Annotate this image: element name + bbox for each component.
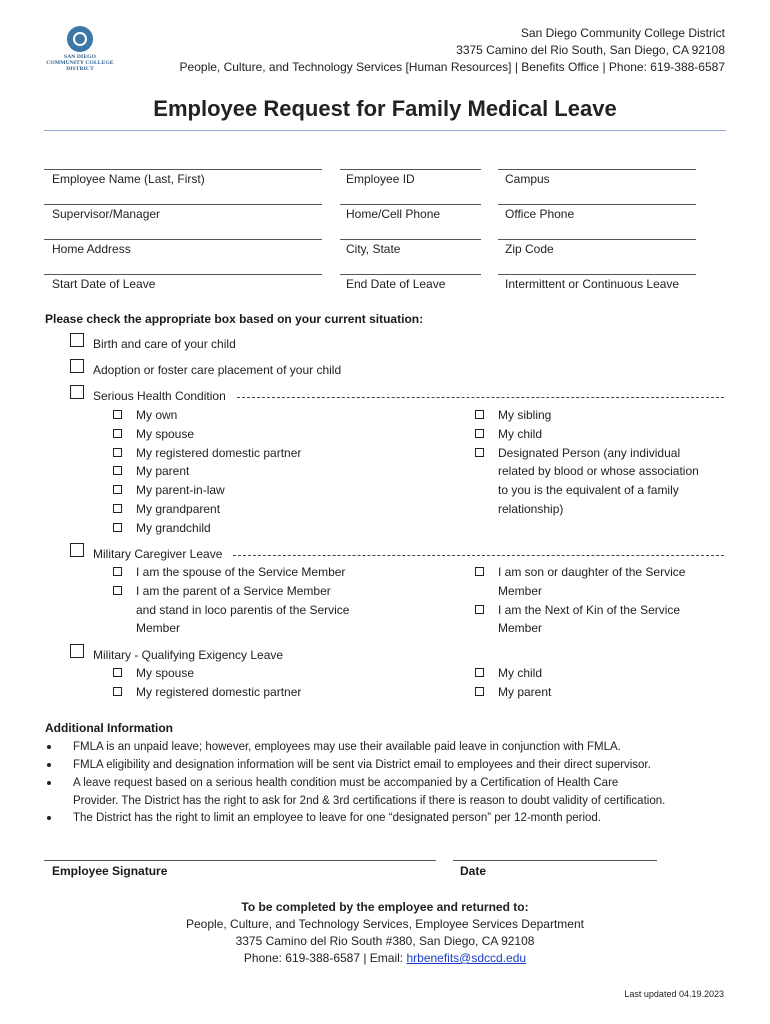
office-phone-field[interactable]	[498, 204, 696, 205]
title-divider	[44, 130, 726, 131]
military-exigency-checkbox[interactable]	[70, 644, 84, 658]
additional-bullet-3a: A leave request based on a serious health condition must be accompanied by a Certification of Health Care	[73, 777, 619, 789]
exigency-domestic-partner-label: My registered domestic partner	[136, 685, 302, 699]
employee-signature-field[interactable]	[44, 860, 436, 861]
header-dept: People, Culture, and Technology Services [Human Resources] | Benefits Office | Phone: 619-388-6587	[179, 60, 725, 74]
header-org: San Diego Community College District	[520, 26, 725, 40]
district-logo	[46, 26, 114, 72]
date-label: Date	[460, 864, 487, 878]
parent-of-service-member-line1: I am the parent of a Service Member	[136, 584, 331, 598]
last-updated: Last updated 04.19.2023	[624, 989, 724, 999]
employee-id-field[interactable]	[340, 169, 481, 170]
office-phone-label: Office Phone	[505, 207, 575, 221]
my-domestic-partner-label: My registered domestic partner	[136, 446, 302, 460]
employee-signature-label: Employee Signature	[52, 864, 168, 878]
district-seal-icon	[67, 26, 93, 52]
adoption-label: Adoption or foster care placement of your child	[93, 363, 342, 377]
date-field[interactable]	[453, 860, 657, 861]
page-title: Employee Request for Family Medical Leave	[153, 96, 617, 121]
exigency-parent-label: My parent	[498, 685, 552, 699]
my-parent-checkbox[interactable]	[113, 466, 122, 475]
additional-bullet-1: FMLA is an unpaid leave; however, employees may use their available paid leave in conjunction with FMLA.	[73, 741, 621, 753]
exigency-child-checkbox[interactable]	[475, 668, 484, 677]
next-of-kin-checkbox[interactable]	[475, 605, 484, 614]
next-of-kin-line1: I am the Next of Kin of the Service	[498, 603, 681, 617]
campus-label: Campus	[505, 172, 550, 186]
military-caregiver-dashes	[233, 555, 724, 556]
parent-of-service-member-checkbox[interactable]	[113, 586, 122, 595]
adoption-checkbox[interactable]	[70, 359, 84, 373]
zip-code-field[interactable]	[498, 239, 696, 240]
son-daughter-line1: I am son or daughter of the Service	[498, 565, 686, 579]
home-address-label: Home Address	[52, 242, 131, 256]
intermittent-label: Intermittent or Continuous Leave	[505, 277, 680, 291]
end-date-field[interactable]	[340, 274, 481, 275]
my-own-checkbox[interactable]	[113, 410, 122, 419]
serious-health-checkbox[interactable]	[70, 385, 84, 399]
my-grandparent-checkbox[interactable]	[113, 504, 122, 513]
additional-bullet-3b: Provider. The District has the right to ask for 2nd & 3rd certifications if there is reason to doubt validity of certification.	[73, 795, 666, 807]
city-state-label: City, State	[346, 242, 401, 256]
son-daughter-of-service-member-checkbox[interactable]	[475, 567, 484, 576]
my-spouse-checkbox[interactable]	[113, 429, 122, 438]
my-domestic-partner-checkbox[interactable]	[113, 448, 122, 457]
end-date-label: End Date of Leave	[346, 277, 446, 291]
footer-contact	[0, 949, 770, 967]
my-grandparent-label: My grandparent	[136, 502, 221, 516]
my-grandchild-label: My grandchild	[136, 521, 211, 535]
my-sibling-label: My sibling	[498, 408, 552, 422]
designated-person-line2: related by blood or whose association	[498, 464, 699, 478]
footer-address: 3375 Camino del Rio South #380, San Diego, CA 92108	[235, 934, 535, 948]
exigency-spouse-checkbox[interactable]	[113, 668, 122, 677]
home-address-field[interactable]	[44, 239, 322, 240]
header-address: 3375 Camino del Rio South, San Diego, CA 92108	[456, 43, 725, 57]
start-date-label: Start Date of Leave	[52, 277, 156, 291]
son-daughter-line2: Member	[498, 584, 543, 598]
zip-code-label: Zip Code	[505, 242, 554, 256]
home-cell-phone-field[interactable]	[340, 204, 481, 205]
supervisor-field[interactable]	[44, 204, 322, 205]
designated-person-line1: Designated Person (any individual	[498, 446, 681, 460]
military-caregiver-label: Military Caregiver Leave	[93, 547, 223, 561]
my-parent-in-law-label: My parent-in-law	[136, 483, 225, 497]
my-own-label: My own	[136, 408, 178, 422]
footer-dept: People, Culture, and Technology Services, Employee Services Department	[186, 917, 584, 931]
my-child-checkbox[interactable]	[475, 429, 484, 438]
exigency-domestic-partner-checkbox[interactable]	[113, 687, 122, 696]
additional-info-heading: Additional Information	[45, 721, 173, 735]
employee-id-label: Employee ID	[346, 172, 415, 186]
bullet-icon	[47, 763, 51, 767]
exigency-parent-checkbox[interactable]	[475, 687, 484, 696]
supervisor-label: Supervisor/Manager	[52, 207, 161, 221]
parent-of-service-member-line3: Member	[136, 621, 181, 635]
start-date-field[interactable]	[44, 274, 322, 275]
email-link[interactable]: hrbenefits@sdccd.edu	[406, 951, 527, 965]
designated-person-checkbox[interactable]	[475, 448, 484, 457]
city-state-field[interactable]	[340, 239, 481, 240]
employee-name-label: Employee Name (Last, First)	[52, 172, 205, 186]
spouse-of-service-member-label: I am the spouse of the Service Member	[136, 565, 346, 579]
footer-phone: Phone: 619-388-6587 | Email:	[243, 951, 407, 965]
my-parent-in-law-checkbox[interactable]	[113, 485, 122, 494]
birth-label: Birth and care of your child	[93, 337, 236, 351]
exigency-spouse-label: My spouse	[136, 666, 195, 680]
military-caregiver-checkbox[interactable]	[70, 543, 84, 557]
additional-bullet-2: FMLA eligibility and designation information will be sent via District email to employees and their direct supervisor.	[73, 759, 651, 771]
serious-health-label: Serious Health Condition	[93, 389, 226, 403]
situation-prompt: Please check the appropriate box based on your current situation:	[45, 312, 424, 326]
bullet-icon	[47, 745, 51, 749]
military-exigency-label: Military - Qualifying Exigency Leave	[93, 648, 284, 662]
my-sibling-checkbox[interactable]	[475, 410, 484, 419]
my-spouse-label: My spouse	[136, 427, 195, 441]
designated-person-line4: relationship)	[498, 502, 564, 516]
intermittent-field[interactable]	[498, 274, 696, 275]
additional-bullet-4: The District has the right to limit an employee to leave for one “designated person” per 12-month period.	[73, 812, 602, 824]
logo-text: SAN DIEGO COMMUNITY COLLEGE DISTRICT	[46, 54, 114, 72]
campus-field[interactable]	[498, 169, 696, 170]
serious-health-dashes	[237, 397, 724, 398]
my-grandchild-checkbox[interactable]	[113, 523, 122, 532]
spouse-of-service-member-checkbox[interactable]	[113, 567, 122, 576]
exigency-child-label: My child	[498, 666, 543, 680]
birth-checkbox[interactable]	[70, 333, 84, 347]
bullet-icon	[47, 781, 51, 785]
home-cell-phone-label: Home/Cell Phone	[346, 207, 441, 221]
my-child-label: My child	[498, 427, 543, 441]
next-of-kin-line2: Member	[498, 621, 543, 635]
bullet-icon	[47, 816, 51, 820]
my-parent-label: My parent	[136, 464, 190, 478]
parent-of-service-member-line2: and stand in loco parentis of the Service	[136, 603, 350, 617]
employee-name-field[interactable]	[44, 169, 322, 170]
designated-person-line3: to you is the equivalent of a family	[498, 483, 679, 497]
footer-heading: To be completed by the employee and returned to:	[241, 900, 529, 914]
